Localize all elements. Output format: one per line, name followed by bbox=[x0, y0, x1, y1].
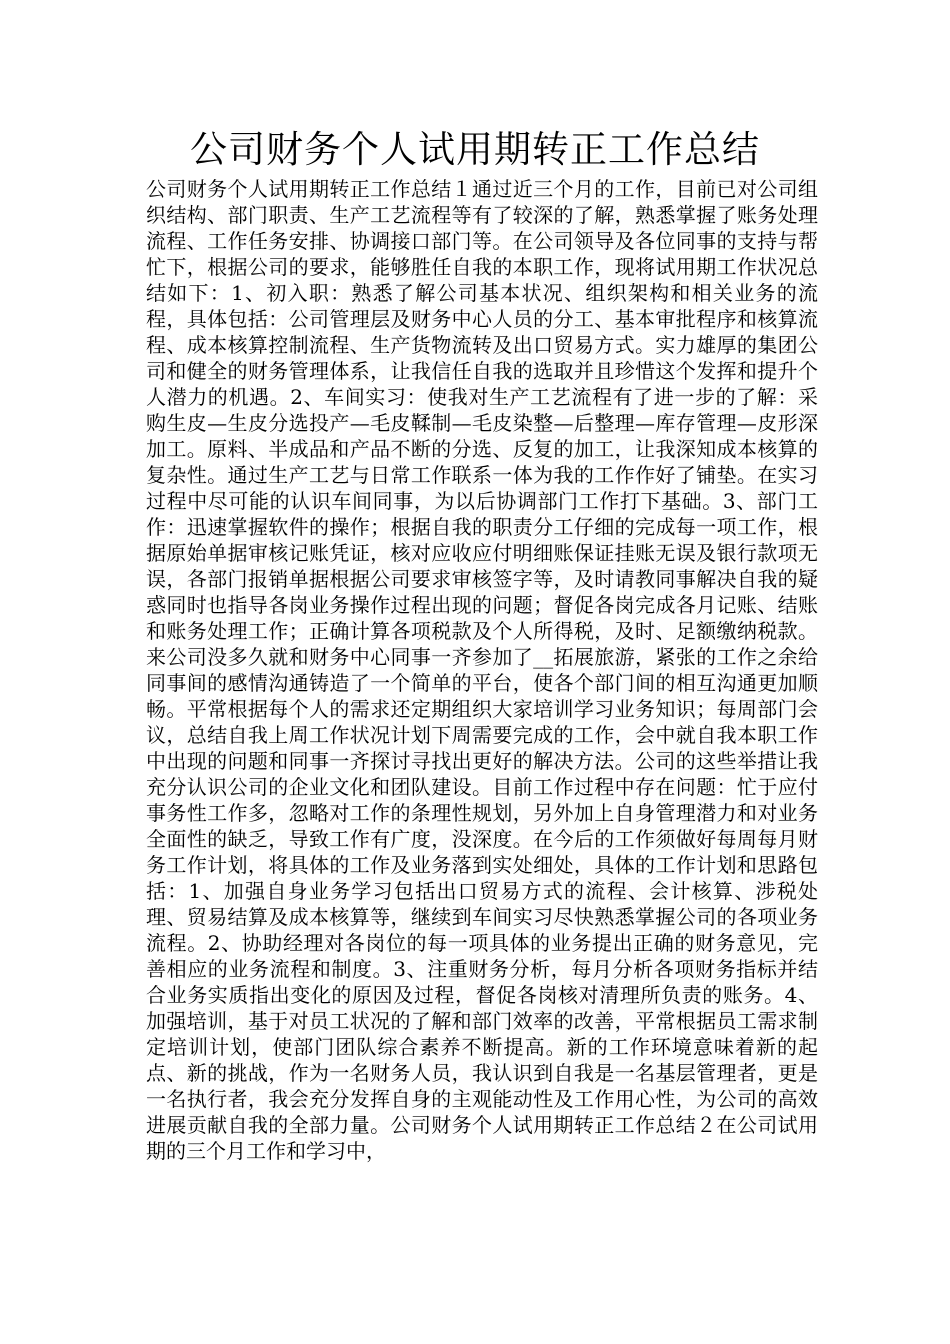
document-body-text: 公司财务个人试用期转正工作总结１通过近三个月的工作，目前已对公司组织结构、部门职责、生产工艺流程等有了较深的了解，熟悉掌握了账务处理流程、工作任务安排、协调接口部门等。在公司领导及各位同事的支持与帮忙下，根据公司的要求，能够胜任自我的本职工作，现将试用期工作状况总结如下：1、初入职：熟悉了解公司基本状况、组织架构和相关业务的流程，具体包括：公司管理层及财务中心人员的分工、基本审批程序和核算流程、成本核算控制流程、生产货物流转及出口贸易方式。实力雄厚的集团公司和健全的财务管理体系，让我信任自我的选取并且珍惜这个发挥和提升个人潜力的机遇。2、车间实习：使我对生产工艺流程有了进一步的了解：采购生皮—生皮分选投产—毛皮鞣制—毛皮染整—后整理—库存管理—皮形深加工。原料、半成品和产品不断的分选、反复的加工，让我深知成本核算的复杂性。通过生产工艺与日常工作联系一体为我的工作作好了铺垫。在实习过程中尽可能的认识车间同事，为以后协调部门工作打下基础。3、部门工作：迅速掌握软件的操作；根据自我的职责分工仔细的完成每一项工作，根据原始单据审核记账凭证，核对应收应付明细账保证挂账无误及银行款项无误，各部门报销单据根据公司要求审核签字等，及时请教同事解决自我的疑惑同时也指导各岗业务操作过程出现的问题；督促各岗完成各月记账、结账和账务处理工作；正确计算各项税款及个人所得税，及时、足额缴纳税款。来公司没多久就和财务中心同事一齐参加了__拓展旅游，紧张的工作之余给同事间的感情沟通铸造了一个简单的平台，使各个部门间的相互沟通更加顺畅。平常根据每个人的需求还定期组织大家培训学习业务知识；每周部门会议，总结自我上周工作状况计划下周需要完成的工作，会中就自我本职工作中出现的问题和同事一齐探讨寻找出更好的解决方法。公司的这些举措让我充分认识公司的企业文化和团队建设。目前工作过程中存在问题：忙于应付事务性工作多，忽略对工作的条理性规划，另外加上自身管理潜力和对业务全面性的缺乏，导致工作有广度，没深度。在今后的工作须做好每周每月财务工作计划，将具体的工作及业务落到实处细处，具体的工作计划和思路包括：1、加强自身业务学习包括出口贸易方式的流程、会计核算、涉税处理、贸易结算及成本核算等，继续到车间实习尽快熟悉掌握公司的各项业务流程。2、协助经理对各岗位的每一项具体的业务提出正确的财务意见，完善相应的业务流程和制度。3、注重财务分析，每月分析各项财务指标并结合业务实质指出变化的原因及过程，督促各岗核对清理所负责的账务。4、加强培训，基于对员工状况的了解和部门效率的改善，平常根据员工需求制定培训计划，使部门团队综合素养不断提高。新的工作环境意味着新的起点、新的挑战，作为一名财务人员，我认识到自我是一名基层管理者，更是一名执行者，我会充分发挥自身的主观能动性及工作用心性，为公司的高效进展贡献自我的全部力量。公司财务个人试用期转正工作总结２在公司试用期的三个月工作和学习中， bbox=[146, 177, 818, 1163]
document-title: 公司财务个人试用期转正工作总结 bbox=[190, 128, 760, 171]
